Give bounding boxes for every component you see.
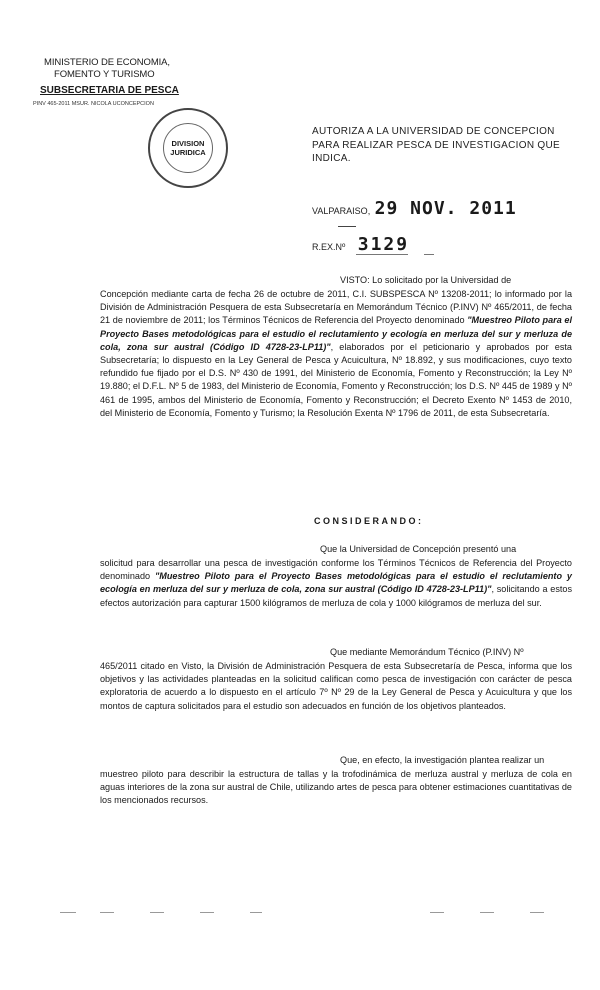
considerando-3-first-line: Que, en efecto, la investigación plantea realizar un	[340, 755, 545, 765]
ministry-line-2: FOMENTO Y TURISMO	[54, 69, 155, 80]
date-value: 29 NOV. 2011	[374, 198, 517, 219]
considerando-1-first-line: Que la Universidad de Concepción presentó una	[320, 544, 517, 554]
title-line-2: PARA REALIZAR PESCA DE INVESTIGACION QUE	[312, 139, 560, 151]
resolution-title	[312, 125, 560, 166]
stamp-line-1: DIVISION	[171, 139, 205, 148]
resolution-number-line	[312, 234, 409, 255]
considerando-2-first-line: Que mediante Memorándum Técnico (P.INV) Nº	[330, 647, 524, 657]
date-dash	[338, 226, 356, 227]
title-line-1: AUTORIZA A LA UNIVERSIDAD DE CONCEPCION	[312, 126, 555, 137]
footer-mark-6	[430, 912, 444, 913]
stamp-inner	[163, 123, 213, 173]
visto-project-name: "Muestreo Piloto para el Proyecto Bases metodológicas para el estudio el reclutamiento y ecología en merluza del sur y merluza de cola, zona sur austral (Código ID 4728-23-LP11)"	[100, 315, 573, 352]
ministry-line-1: MINISTERIO DE ECONOMIA,	[44, 57, 170, 68]
resolution-dash	[424, 254, 434, 255]
title-line-3: INDICA.	[312, 153, 351, 164]
date-city: VALPARAISO,	[312, 206, 371, 216]
footer-mark-7	[480, 912, 494, 913]
footer-mark-5	[250, 912, 262, 913]
stamp-line-2: JURIDICA	[170, 148, 206, 157]
considerando-1-text-2: , solicitando a estos efectos autorización para capturar 1500 kilógramos de merluza de cola y 1000 kilógramos de merluza del sur.	[100, 584, 572, 608]
footer-mark-4	[200, 912, 214, 913]
considerando-1-paragraph	[100, 557, 572, 610]
reference-line: PINV 465-2011 MSUR. NICOLA UCONCEPCION	[33, 101, 154, 107]
footer-mark-8	[530, 912, 544, 913]
visto-text-1: Concepción mediante carta de fecha 26 de octubre de 2011, C.I. SUBSPESCA Nº 13208-2011; lo informado por la División de Administración Pesquera de esta Subsecretaría en Memorándum Técnico (P.INV) Nº 465/2011, de fecha 21 de noviembre de 2011; los Términos Técnicos de Referencia del Proyecto denominado	[100, 289, 572, 326]
resolution-label: R.EX.Nº	[312, 242, 346, 252]
considerando-heading: CONSIDERANDO:	[314, 516, 424, 526]
date-line	[312, 198, 517, 219]
division-juridica-stamp	[148, 108, 228, 188]
subsecretaria-label: SUBSECRETARIA DE PESCA	[40, 85, 179, 96]
resolution-number: 3129	[357, 234, 410, 255]
visto-text-2: , elaborados por el peticionario y aprobados por esta Subsecretaría; lo dispuesto en la Ley General de Pesca y Acuicultura, Nº 18.892, y sus modificaciones, cuyo texto refundido fue fijado por el D.S. Nº 430 de 1991, del Ministerio de Economía, Fomento y Reconstrucción; la Ley Nº 19.880; el D.F.L. Nº 5 de 1983, del Ministerio de Economía, Fomento y Reconstrucción; los D.S. Nº 445 de 1989 y Nº 461 de 1995, ambos del Ministerio de Economía, Fomento y Reconstrucción; el Decreto Exento Nº 1453 de 2010, del Ministerio de Economía, Fomento y Turismo; la Resolución Exenta Nº 1796 de 2011, de esta Subsecretaría.	[100, 341, 572, 418]
considerando-3-paragraph: muestreo piloto para describir la estructura de tallas y la trofodinámica de merluza austral y merluza de cola en aguas interiores de la zona sur austral de Chile, utilizando artes de pesca para obtener estimaciones cuantitativas de los mencionados recursos.	[100, 769, 572, 806]
resolution-underline	[356, 254, 408, 255]
considerando-2-paragraph: 465/2011 citado en Visto, la División de Administración Pesquera de esta Subsecretaría de Pesca, informa que los objetivos y las actividades planteadas en la solicitud califican como pesca de investigación con carácter de pesca exploratoria de acuerdo a lo dispuesto en el artículo 7º Nº 29 de la Ley General de Pesca y Acuicultura y que los montos de captura solicitados para el estudio son adecuados en función de los objetivos planteados.	[100, 661, 572, 711]
footer-mark-1	[60, 912, 76, 913]
considerando-1-text-1: solicitud para desarrollar una pesca de investigación conforme los Términos Técnicos de Referencia del Proyecto denominado	[100, 558, 572, 582]
visto-first-line: VISTO: Lo solicitado por la Universidad de	[340, 275, 512, 285]
footer-mark-2	[100, 912, 114, 913]
considerando-1-project-name: "Muestreo Piloto para el Proyecto Bases metodológicas para el estudio el reclutamiento y ecología en merluza del sur y merluza de cola, zona sur austral (Código ID 4728-23-LP11)"	[100, 571, 572, 595]
visto-paragraph	[100, 288, 572, 420]
footer-mark-3	[150, 912, 164, 913]
ministry-header	[44, 57, 170, 81]
